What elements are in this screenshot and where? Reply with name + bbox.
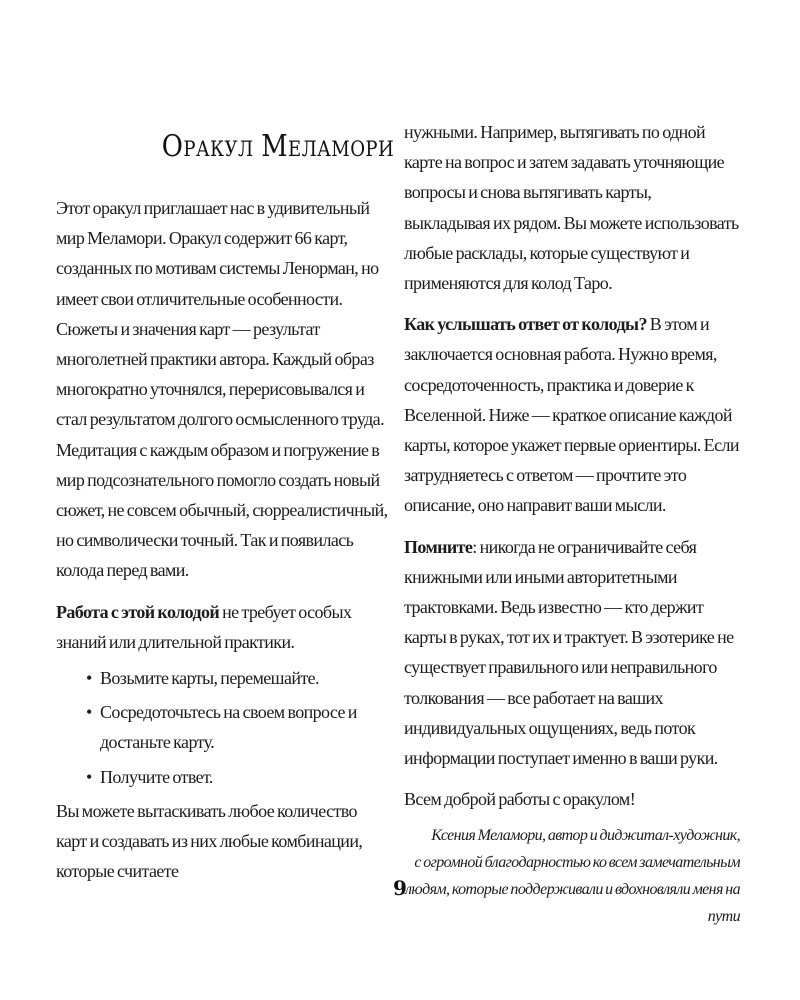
intro-paragraph: Этот оракул приглашает нас в удивительный мир Меламори. Оракул содержит 66 карт, созданных по мотивам системы Ленорман, но имеет свои отличительные особенности. [56, 198, 379, 309]
page-number: 9 [393, 876, 407, 900]
author-signature [404, 822, 740, 930]
signature-line: Ксения Меламори, автор и диджитал-художник, [431, 827, 740, 845]
hear-paragraph [404, 309, 740, 520]
steps-list [56, 663, 388, 792]
bullet-icon: • [86, 702, 92, 723]
hear-text: В этом и заключается основная работа. Нужно время, сосредоточенность, практика и доверие к Вселенной. Ниже — краткое описание каждой карты, которое укажет первые ориентиры. Если затрудняетесь с ответом — прочтите это описание, оно направит ваши мысли. [404, 314, 739, 516]
list-item [86, 663, 388, 693]
bullet-icon: • [86, 668, 92, 689]
history-paragraph: Сюжеты и значения карт — результат многолетней практики автора. Каждый образ многократно уточнялся, перерисовывался и стал результатом долгого осмысленного труда. Медитация с каждым образом и погружение в мир подсознательного помогло создать новый сюжет, не совсем обычный, сюрреалистичный, но символически точный. Так и появилась колода перед вами. [56, 318, 388, 581]
step-text: Возьмите карты, перемешайте. [100, 668, 319, 689]
signature-line: с огромной благодарностью ко всем замечательным людям, которые поддерживали и вдохновляли меня на пути [405, 854, 740, 926]
list-item [86, 762, 388, 792]
work-paragraph [56, 597, 388, 657]
list-item [86, 697, 388, 757]
remember-text: : никогда не ограничивайте себя книжными или иными авторитетными трактовками. Ведь известно — кто держит карты в руках, тот их и трактует. В эзотерике не существует правильного или неправильного толкования — все работает на ваших индивидуальных ощущениях, ведь поток информации поступает именно в ваши руки. [404, 536, 734, 769]
combinations-paragraph-end: нужными. Например, вытягивать по одной карте на вопрос и затем задавать уточняющие вопросы и снова вытягивать карты, выкладывая их рядом. Вы можете использовать любые расклады, которые существуют и применяются для колод Таро. [404, 122, 739, 294]
right-column-text [404, 117, 740, 930]
farewell-line: Всем доброй работы с оракулом! [404, 789, 636, 810]
work-text: не требует особых знаний или длительной практики. [56, 601, 352, 652]
hear-bold-lead: Как услышать ответ от колоды? [404, 314, 647, 335]
page-title: Оракул Меламори [161, 129, 395, 164]
combinations-paragraph-start: Вы можете вытаскивать любое количество карт и создавать из них любые комбинации, которые считаете [56, 800, 363, 882]
work-bold-lead: Работа с этой колодой [56, 601, 220, 622]
left-column-text [56, 193, 388, 886]
step-text: Сосредоточьтесь на своем вопросе и достаньте карту. [100, 702, 357, 753]
step-text: Получите ответ. [100, 766, 213, 787]
remember-bold-lead: Помните [404, 536, 473, 557]
bullet-icon: • [86, 766, 92, 787]
remember-paragraph [404, 532, 740, 774]
